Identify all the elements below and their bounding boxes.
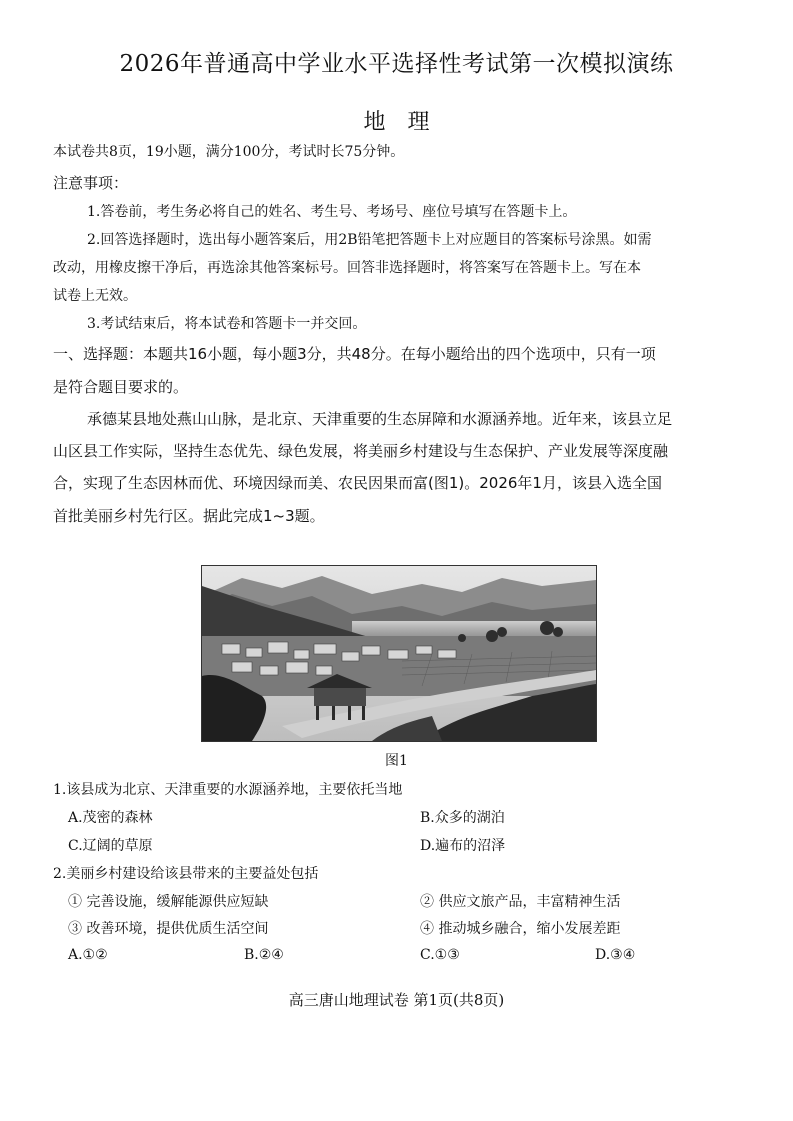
notice-item-1: 1.答卷前，考生务必将自己的姓名、考生号、考场号、座位号填写在答题卡上。 [87,204,577,220]
question-2-option-c: C.①③ [420,947,460,963]
question-2-stem: 2.美丽乡村建设给该县带来的主要益处包括 [53,866,319,882]
question-1-stem: 1.该县成为北京、天津重要的水源涵养地，主要依托当地 [53,782,403,798]
question-2-option-d: D.③④ [595,947,636,963]
notice-item-3: 3.考试结束后，将本试卷和答题卡一并交回。 [87,316,367,332]
question-2-option-b: B.②④ [244,947,284,963]
question-2-item-4: ④ 推动城乡融合，缩小发展差距 [420,921,621,937]
page-footer: 高三唐山地理试卷 第1页(共8页) [288,991,505,1009]
question-1-option-a: A.茂密的森林 [68,810,153,826]
question-2-option-a: A.①② [68,947,108,963]
question-1-option-d: D.遍布的沼泽 [420,838,506,854]
passage-line-3: 合，实现了生态因林而优、环境因绿而美、农民因果而富(图1)。2026年1月，该县入选全国 [53,474,662,492]
notice-item-2-line1: 2.回答选择题时，选出每小题答案后，用2B铅笔把答题卡上对应题目的答案标号涂黑。如需 [87,232,652,248]
village-landscape-photo [201,565,597,742]
section-heading-line1: 一、选择题：本题共16小题，每小题3分，共48分。在每小题给出的四个选项中，只有一项 [53,345,656,363]
exam-title: 2026年普通高中学业水平选择性考试第一次模拟演练 [119,51,674,77]
notice-item-2-line2: 改动，用橡皮擦干净后，再选涂其他答案标号。回答非选择题时，将答案写在答题卡上。写在本 [53,260,641,276]
passage-line-1: 承德某县地处燕山山脉，是北京、天津重要的生态屏障和水源涵养地。近年来，该县立足 [87,410,673,428]
passage-line-4: 首批美丽乡村先行区。据此完成1~3题。 [53,507,325,525]
figure-caption: 图1 [385,753,408,769]
notice-heading: 注意事项： [53,174,129,192]
exam-info: 本试卷共8页，19小题，满分100分，考试时长75分钟。 [53,144,405,160]
section-heading-line2: 是符合题目要求的。 [53,378,189,396]
passage-line-2: 山区县工作实际，坚持生态优先、绿色发展，将美丽乡村建设与生态保护、产业发展等深度融 [53,442,669,460]
question-2-item-1: ① 完善设施，缓解能源供应短缺 [68,894,269,910]
question-1-option-c: C.辽阔的草原 [68,838,153,854]
question-2-item-2: ② 供应文旅产品，丰富精神生活 [420,894,621,910]
notice-item-2-line3: 试卷上无效。 [53,288,137,304]
subject-title: 地理 [363,110,452,135]
question-1-option-b: B.众多的湖泊 [420,810,505,826]
question-2-item-3: ③ 改善环境，提供优质生活空间 [68,921,269,937]
